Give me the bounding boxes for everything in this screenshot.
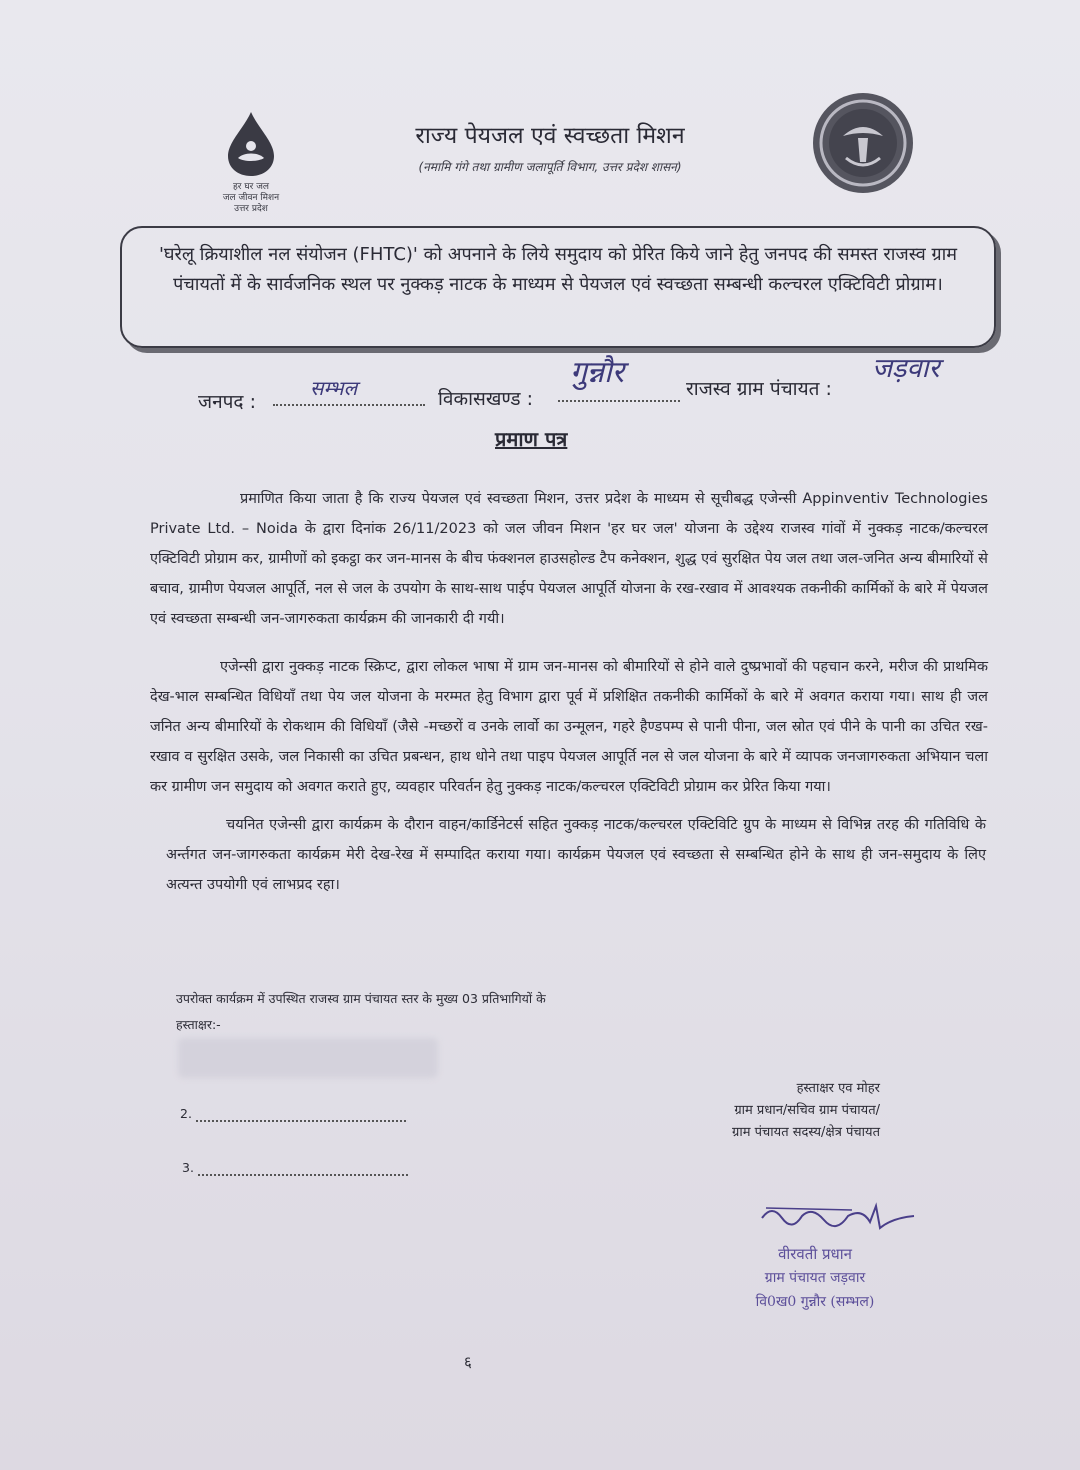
logo-caption-line: उत्तर प्रदेश: [234, 204, 268, 214]
body-text: [150, 484, 988, 634]
water-drop-icon: [206, 108, 296, 178]
page-subtitle: (नमामि गंगे तथा ग्रामीण जलापूर्ति विभाग, उत्तर प्रदेश शासन): [418, 160, 682, 174]
up-government-emblem: [808, 88, 918, 198]
page-title: राज्य पेयजल एवं स्वच्छता मिशन: [415, 123, 685, 149]
emblem-icon: [808, 88, 918, 198]
signature-block-line: ग्राम पंचायत सदस्य/क्षेत्र पंचायत: [732, 1125, 880, 1140]
participant-2-line: [196, 1100, 406, 1122]
signature-block-line: हस्ताक्षर एव मोहर: [796, 1081, 880, 1096]
block-label: विकासखण्ड :: [438, 388, 534, 410]
body-text: [150, 652, 988, 802]
handwritten-signature: [752, 1198, 922, 1238]
participant-3-line: [198, 1154, 408, 1176]
janpad-label: जनपद :: [198, 391, 256, 413]
logo-caption: [206, 182, 296, 215]
paragraph-3: चयनित एजेन्सी द्वारा कार्यक्रम के दौरान वाहन/कार्डिनेटर्स सहित नुक्कड़ नाटक/कल्चरल एक्टिविटि ग्रुप के माध्यम से विभिन्न तरह की गतिविधि के अर्न्तगत जन-जागरुकता कार्यक्रम मेरी देख-रेख में सम्पादित कराया गया। कार्यक्रम पेयजल एवं स्वच्छता से सम्बन्धित होने के साथ ही जन-समुदाय के लिए अत्यन्त उपयोगी एवं लाभप्रद रहा।: [166, 817, 986, 893]
paragraph-1: प्रमाणित किया जाता है कि राज्य पेयजल एवं स्वच्छता मिशन, उत्तर प्रदेश के माध्यम से सूचीबद्ध एजेन्सी Appinventiv Technologies Private Ltd. – Noida के द्वारा दिनांक 26/11/2023 को जल जीवन मिशन 'हर घर जल' योजना के उद्देश्य राजस्व गांवों में नुक्कड़ नाटक/कल्चरल एक्टिविटी प्रोग्राम कर, ग्रामीणों को इकट्ठा कर जन-मानस के बीच फंक्शनल हाउसहोल्ड टैप कनेक्शन, शुद्ध एवं सुरक्षित पेय जल तथा जल-जनित अन्य बीमारियों से बचाव, ग्रामीण पेयजल आपूर्ति, नल से जल के उपयोग के साथ-साथ पाईप पेयजल आपूर्ति योजना के रख-रखाव में आवश्यक तकनीकी कार्मिकों के बारे में पेयजल एवं स्वच्छता सम्बन्धी जन-जागरुकता कार्यक्रम की जानकारी दी गयी।: [150, 491, 988, 627]
page-mark: ६: [464, 1353, 472, 1371]
signature-block: [620, 1078, 880, 1144]
gram-panchayat-label: राजस्व ग्राम पंचायत :: [686, 378, 832, 400]
logo-caption-line: हर घर जल: [233, 182, 269, 192]
signature-block-line: ग्राम प्रधान/सचिव ग्राम पंचायत/: [734, 1103, 880, 1118]
logo-caption-line: जल जीवन मिशन: [222, 193, 280, 203]
stamp-line: ग्राम पंचायत जड़वार: [764, 1270, 866, 1286]
certificate-heading: प्रमाण पत्र: [495, 427, 568, 451]
pradhan-stamp: [700, 1242, 930, 1314]
stamp-line: वीरवती प्रधान: [778, 1245, 852, 1263]
participant-3-number: 3.: [182, 1160, 194, 1175]
redacted-signature-1: [178, 1038, 438, 1078]
participants-sign-label: हस्ताक्षर:-: [176, 1017, 221, 1032]
banner-text: 'घरेलू क्रियाशील नल संयोजन (FHTC)' को अपनाने के लिये समुदाय को प्रेरित किये जाने हेतु जनपद की समस्त राजस्व ग्राम पंचायतों में के सार्वजनिक स्थल पर नुक्कड़ नाटक के माध्यम से पेयजल एवं स्वच्छता सम्बन्धी कल्चरल एक्टिविटी प्रोग्राम।: [158, 244, 958, 295]
janpad-value: सम्भल: [310, 376, 358, 400]
participants-intro: उपरोक्त कार्यक्रम में उपस्थित राजस्व ग्राम पंचायत स्तर के मुख्य 03 प्रतिभागियों के: [176, 991, 546, 1006]
jal-jeevan-mission-logo: [206, 108, 296, 214]
participant-2-number: 2.: [180, 1106, 192, 1121]
block-value: गुन्नौर: [570, 355, 625, 390]
body-text: [166, 810, 986, 900]
program-banner: [120, 226, 996, 348]
paragraph-2: एजेन्सी द्वारा नुक्कड़ नाटक स्क्रिप्ट, द्वारा लोकल भाषा में ग्राम जन-मानस को बीमारियों से होने वाले दुष्प्रभावों की पहचान करने, मरीज की प्राथमिक देख-भाल सम्बन्धित विधियाँ तथा पेय जल योजना के मरम्मत हेतु विभाग द्वारा पूर्व में प्रशिक्षित तकनीकी कार्मिकों के बारे में अवगत कराया गया। साथ ही जल जनित अन्य बीमारियों के रोकथाम की विधियाँ (जैसे -मच्छरों व उनके लार्वो का उन्मूलन, गहरे हैण्डपम्प से पानी पीना, जल स्रोत एवं पीने के पानी का उचित रख-रखाव व सुरक्षित उसके, जल निकासी का उचित प्रबन्धन, हाथ धोने तथा पाइप पेयजल आपूर्ति नल से जल योजना के बारे में व्यापक जनजागरुकता अभियान चला कर ग्रामीण जन समुदाय को अवगत कराते हुए, व्यवहार परिवर्तन हेतु नुक्कड़ नाटक/कल्चरल एक्टिविटी प्रोग्राम कर प्रेरित किया गया।: [150, 659, 988, 795]
gram-panchayat-value: जड़वार: [872, 353, 940, 384]
stamp-line: वि0ख0 गुन्नौर (सम्भल): [755, 1294, 875, 1310]
